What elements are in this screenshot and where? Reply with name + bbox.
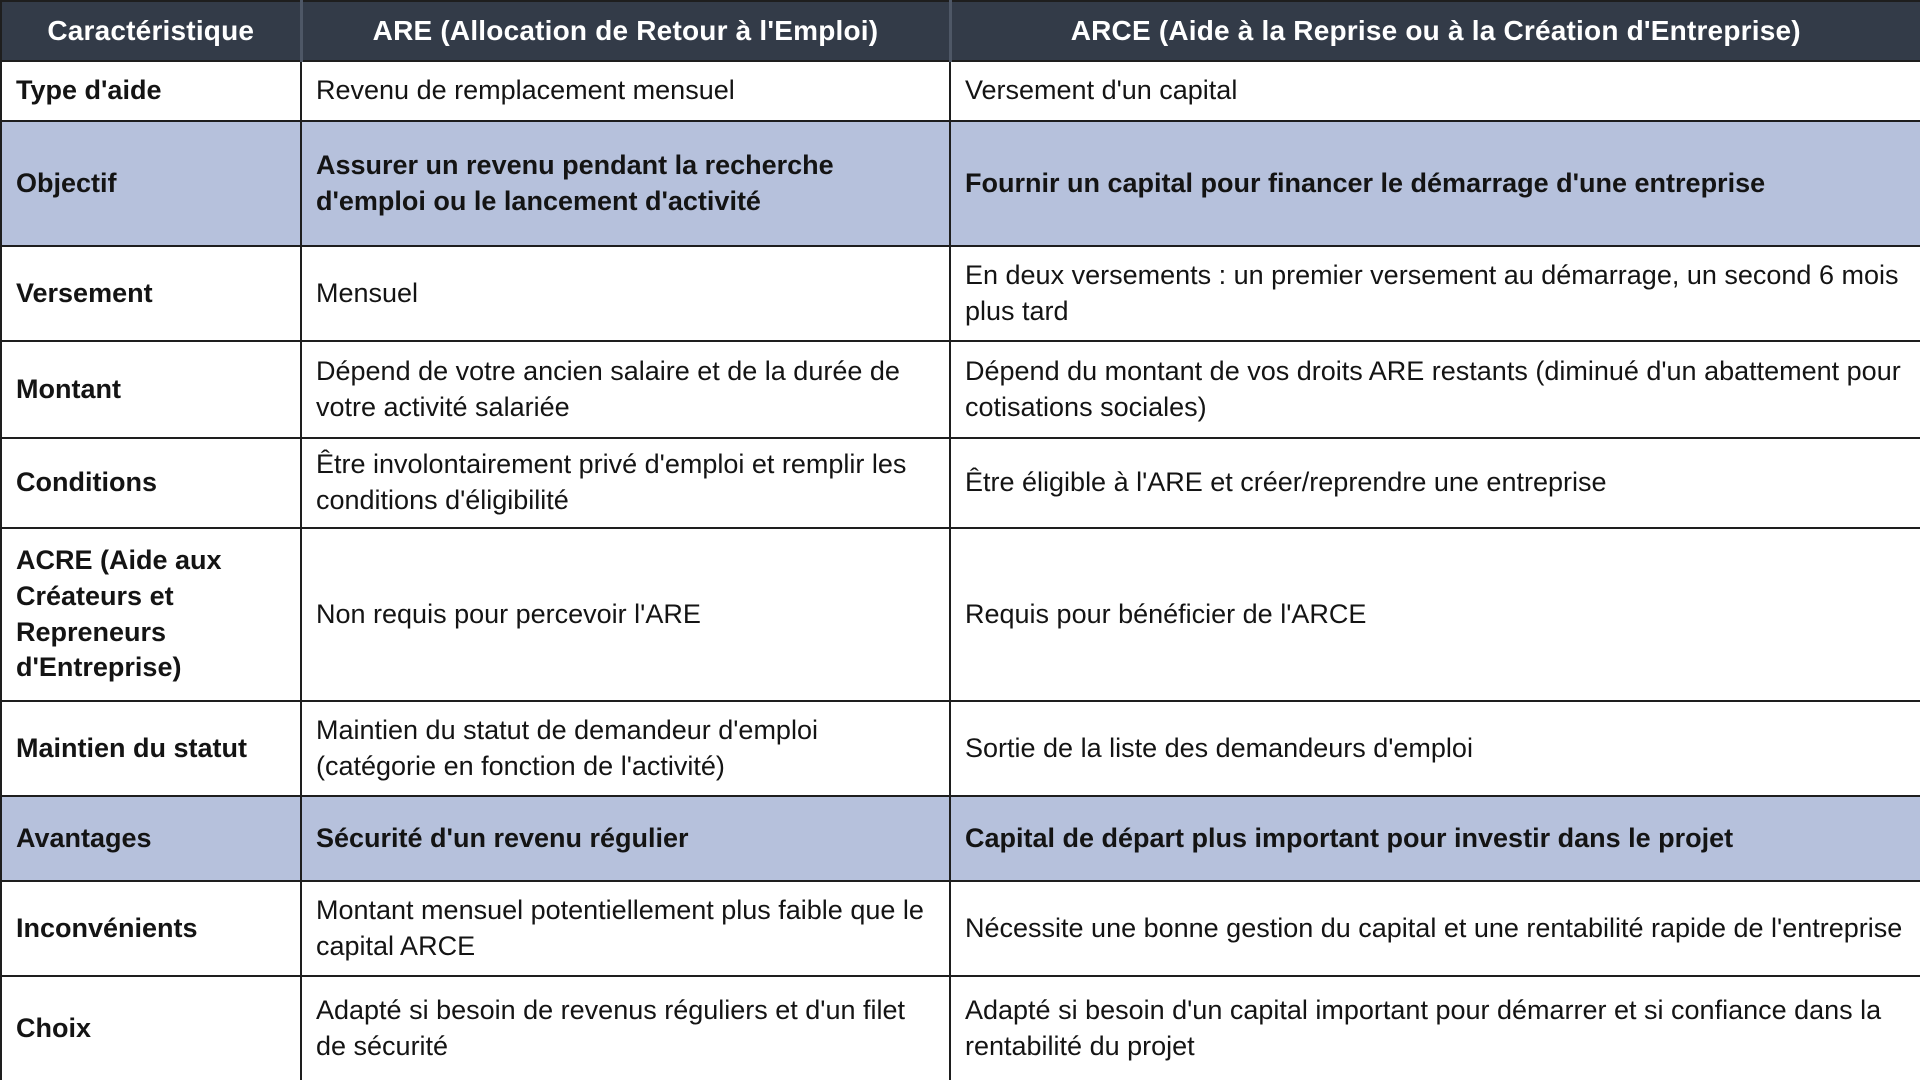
- arce-value-cell: Versement d'un capital: [950, 61, 1920, 121]
- table-row: [1, 796, 1920, 881]
- table-row: [1, 438, 1920, 528]
- table-row: [1, 701, 1920, 796]
- row-label-cell: Montant: [1, 341, 301, 438]
- table-row: [1, 881, 1920, 976]
- are-value-cell: Revenu de remplacement mensuel: [301, 61, 950, 121]
- are-value-cell: Dépend de votre ancien salaire et de la durée de votre activité salariée: [301, 341, 950, 438]
- are-value-cell: Mensuel: [301, 246, 950, 341]
- arce-value-cell: Dépend du montant de vos droits ARE restants (diminué d'un abattement pour cotisations sociales): [950, 341, 1920, 438]
- arce-value-cell: Capital de départ plus important pour investir dans le projet: [950, 796, 1920, 881]
- table-row: [1, 976, 1920, 1080]
- are-value-cell: Non requis pour percevoir l'ARE: [301, 528, 950, 701]
- arce-value-cell: Requis pour bénéficier de l'ARCE: [950, 528, 1920, 701]
- header-row: [1, 1, 1920, 61]
- are-value-cell: Adapté si besoin de revenus réguliers et d'un filet de sécurité: [301, 976, 950, 1080]
- arce-value-cell: En deux versements : un premier versement au démarrage, un second 6 mois plus tard: [950, 246, 1920, 341]
- arce-value-cell: Être éligible à l'ARE et créer/reprendre une entreprise: [950, 438, 1920, 528]
- header-caracteristique: Caractéristique: [1, 1, 301, 61]
- table-row: [1, 121, 1920, 246]
- row-label-cell: Versement: [1, 246, 301, 341]
- table-row: [1, 246, 1920, 341]
- header-are: ARE (Allocation de Retour à l'Emploi): [301, 1, 950, 61]
- row-label-cell: Conditions: [1, 438, 301, 528]
- arce-value-cell: Adapté si besoin d'un capital important pour démarrer et si confiance dans la rentabilité du projet: [950, 976, 1920, 1080]
- row-label-cell: Type d'aide: [1, 61, 301, 121]
- row-label-cell: Avantages: [1, 796, 301, 881]
- are-value-cell: Sécurité d'un revenu régulier: [301, 796, 950, 881]
- are-value-cell: Assurer un revenu pendant la recherche d'emploi ou le lancement d'activité: [301, 121, 950, 246]
- arce-value-cell: Sortie de la liste des demandeurs d'emploi: [950, 701, 1920, 796]
- row-label-cell: Objectif: [1, 121, 301, 246]
- row-label-cell: Choix: [1, 976, 301, 1080]
- header-arce: ARCE (Aide à la Reprise ou à la Création d'Entreprise): [950, 1, 1920, 61]
- table-row: [1, 61, 1920, 121]
- are-value-cell: Maintien du statut de demandeur d'emploi (catégorie en fonction de l'activité): [301, 701, 950, 796]
- table-body: [1, 61, 1920, 1080]
- are-value-cell: Être involontairement privé d'emploi et remplir les conditions d'éligibilité: [301, 438, 950, 528]
- row-label-cell: Maintien du statut: [1, 701, 301, 796]
- arce-value-cell: Fournir un capital pour financer le démarrage d'une entreprise: [950, 121, 1920, 246]
- table-row: [1, 528, 1920, 701]
- table-row: [1, 341, 1920, 438]
- are-value-cell: Montant mensuel potentiellement plus faible que le capital ARCE: [301, 881, 950, 976]
- arce-value-cell: Nécessite une bonne gestion du capital et une rentabilité rapide de l'entreprise: [950, 881, 1920, 976]
- table-header: [1, 1, 1920, 61]
- row-label-cell: ACRE (Aide aux Créateurs et Repreneurs d'Entreprise): [1, 528, 301, 701]
- row-label-cell: Inconvénients: [1, 881, 301, 976]
